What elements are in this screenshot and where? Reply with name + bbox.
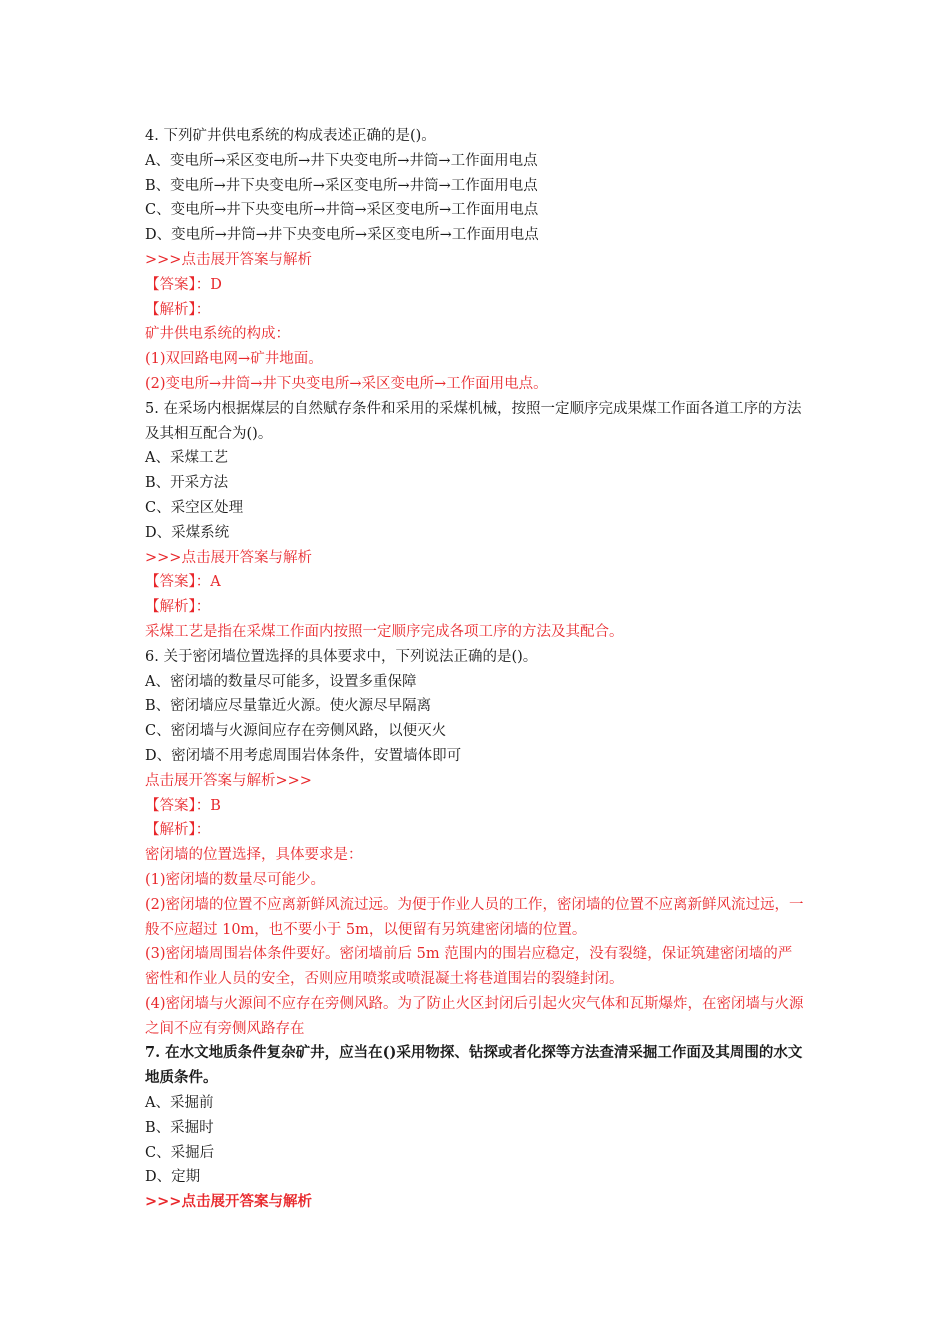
- analysis-label: 【解析】：: [145, 301, 211, 318]
- expand-answer-link[interactable]: >>>点击展开答案与解析: [145, 251, 312, 268]
- analysis-text: 密闭墙的位置选择，具体要求是：: [145, 847, 363, 864]
- question-title: 7. 在水文地质条件复杂矿井，应当在()采用物探、钻探或者化探等方法查清采掘工作面及其周围的水文地质条件。: [145, 1044, 803, 1087]
- question-4: [145, 124, 805, 397]
- analysis-label: 【解析】：: [145, 599, 211, 616]
- analysis-text: (1)双回路电网→矿井地面。: [145, 351, 323, 368]
- option-b: B、密闭墙应尽量靠近火源。使火源尽早隔离: [145, 698, 432, 715]
- option-b: B、变电所→井下央变电所→采区变电所→井筒→工作面用电点: [145, 177, 538, 194]
- option-d: D、变电所→井筒→井下央变电所→采区变电所→工作面用电点: [145, 227, 539, 244]
- question-5: [145, 397, 805, 645]
- option-c: C、采空区处理: [145, 499, 244, 516]
- option-a: A、密闭墙的数量尽可能多，设置多重保障: [145, 673, 417, 690]
- analysis-text: 采煤工艺是指在采煤工作面内按照一定顺序完成各项工序的方法及其配合。: [145, 623, 624, 640]
- option-a: A、变电所→采区变电所→井下央变电所→井筒→工作面用电点: [145, 152, 538, 169]
- analysis-text: (1)密闭墙的数量尽可能少。: [145, 871, 326, 888]
- analysis-text: 矿井供电系统的构成：: [145, 326, 290, 343]
- option-d: D、密闭墙不用考虑周围岩体条件，安置墙体即可: [145, 747, 462, 764]
- question-title: 5. 在采场内根据煤层的自然赋存条件和采用的采煤机械，按照一定顺序完成果煤工作面各道工序的方法及其相互配合为()。: [145, 400, 802, 442]
- option-c: C、变电所→井下央变电所→井筒→采区变电所→工作面用电点: [145, 202, 539, 219]
- option-b: B、采掘时: [145, 1119, 214, 1136]
- option-b: B、开采方法: [145, 475, 229, 492]
- expand-answer-link[interactable]: >>>点击展开答案与解析: [145, 549, 312, 566]
- option-d: D、定期: [145, 1169, 201, 1186]
- analysis-label: 【解析】：: [145, 822, 211, 839]
- analysis-text: (3)密闭墙周围岩体条件要好。密闭墙前后 5m 范围内的围岩应稳定，没有裂缝，保证筑建密闭墙的严密性和作业人员的安全，否则应用喷浆或喷混凝土将巷道围岩的裂缝封闭。: [145, 946, 793, 988]
- question-title: 6. 关于密闭墙位置选择的具体要求中，下列说法正确的是()。: [145, 648, 538, 665]
- answer: 【答案】：B: [145, 797, 221, 814]
- analysis-text: (4)密闭墙与火源间不应存在旁侧风路。为了防止火区封闭后引起火灾气体和瓦斯爆炸，在密闭墙与火源之间不应有旁侧风路存在: [145, 995, 804, 1037]
- expand-answer-link[interactable]: 点击展开答案与解析>>>: [145, 772, 312, 789]
- option-d: D、采煤系统: [145, 524, 230, 541]
- expand-answer-link[interactable]: >>>点击展开答案与解析: [145, 1193, 312, 1211]
- question-6: [145, 645, 805, 1042]
- option-c: C、密闭墙与火源间应存在旁侧风路，以便灭火: [145, 723, 447, 740]
- analysis-text: (2)变电所→井筒→井下央变电所→采区变电所→工作面用电点。: [145, 375, 548, 392]
- answer: 【答案】：A: [145, 574, 221, 591]
- question-7: [145, 1041, 805, 1215]
- option-c: C、采掘后: [145, 1144, 215, 1161]
- option-a: A、采煤工艺: [145, 450, 228, 467]
- answer: 【答案】：D: [145, 276, 222, 293]
- option-a: A、采掘前: [145, 1095, 214, 1112]
- question-title: 4. 下列矿井供电系统的构成表述正确的是()。: [145, 128, 436, 144]
- document-content: [145, 124, 805, 1215]
- analysis-text: (2)密闭墙的位置不应离新鲜风流过远。为便于作业人员的工作，密闭墙的位置不应离新鲜风流过远，一般不应超过 10m，也不要小于 5m，以便留有另筑建密闭墙的位置。: [145, 896, 804, 938]
